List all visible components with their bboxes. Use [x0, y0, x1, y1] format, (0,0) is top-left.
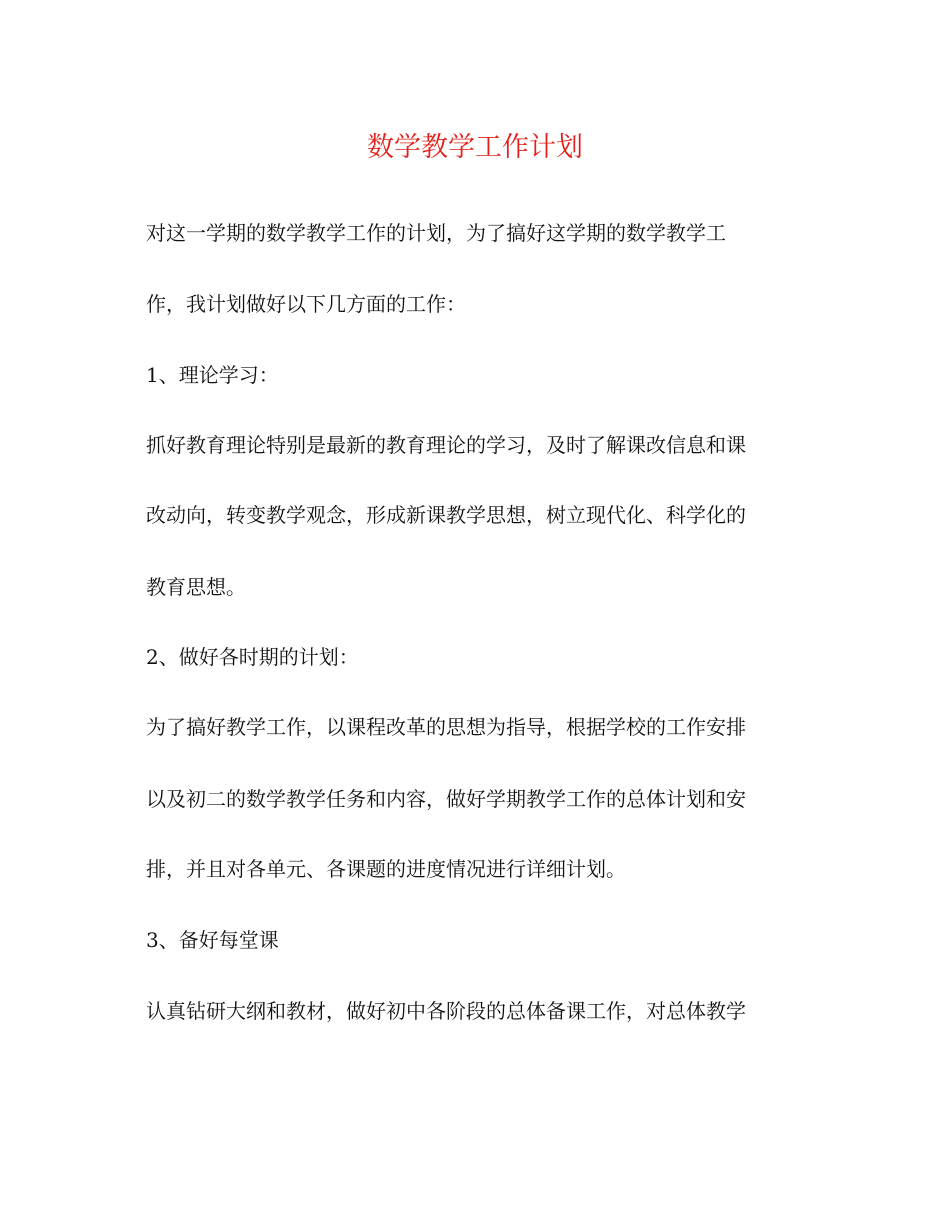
- paragraph-line: 排，并且对各单元、各课题的进度情况进行详细计划。: [146, 857, 626, 881]
- section-heading: 3、备好每堂课: [146, 928, 279, 952]
- paragraph-line: 对这一学期的数学教学工作的计划，为了搞好这学期的数学教学工: [146, 221, 726, 245]
- paragraph-line: 认真钻研大纲和教材，做好初中各阶段的总体备课工作，对总体教学: [146, 999, 746, 1023]
- document-title: 数学教学工作计划: [367, 132, 583, 163]
- paragraph-line: 改动向，转变教学观念，形成新课教学思想，树立现代化、科学化的: [146, 503, 746, 527]
- section-heading: 1、理论学习：: [146, 363, 279, 387]
- paragraph-line: 抓好教育理论特别是最新的教育理论的学习，及时了解课改信息和课: [146, 433, 746, 457]
- paragraph-line: 以及初二的数学教学任务和内容，做好学期教学工作的总体计划和安: [146, 787, 746, 811]
- paragraph-line: 教育思想。: [146, 575, 246, 599]
- section-heading: 2、做好各时期的计划：: [146, 645, 359, 669]
- paragraph-line: 作，我计划做好以下几方面的工作：: [146, 292, 466, 316]
- paragraph-line: 为了搞好教学工作，以课程改革的思想为指导，根据学校的工作安排: [146, 715, 746, 739]
